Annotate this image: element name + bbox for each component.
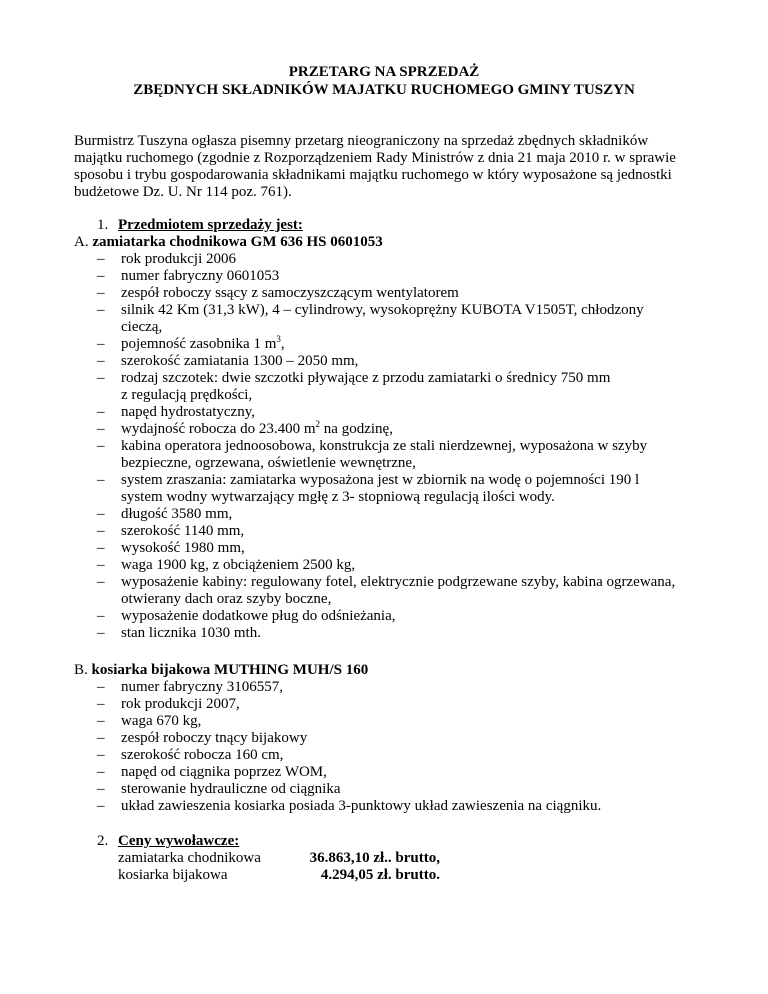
list-item: – system zraszania: zamiatarka wyposażona jest w zbiornik na wodę o pojemności 190 l system wodny wytwarzający mgłę z 3- stopniową regulacją ilości wody. — [97, 472, 640, 505]
list-item: – rok produkcji 2007, — [97, 696, 240, 712]
list-item: – wysokość 1980 mm, — [97, 540, 245, 556]
section-number: 2. — [97, 833, 109, 849]
intro-line: majątku ruchomego (zgodnie z Rozporządzeniem Rady Ministrów z dnia 21 maja 2010 r. w sprawie — [74, 150, 676, 166]
section-title: Przedmiotem sprzedaży jest: — [118, 217, 303, 233]
intro-line: Burmistrz Tuszyna ogłasza pisemny przetarg nieograniczony na sprzedaż zbędnych składników — [74, 133, 649, 149]
price-item-name: kosiarka bijakowa — [118, 867, 228, 883]
item-name: zamiatarka chodnikowa GM 636 HS 0601053 — [92, 234, 383, 250]
price-row — [118, 850, 440, 867]
list-item: – wyposażenie kabiny: regulowany fotel, elektrycznie podgrzewane szyby, kabina ogrzewana, otwierany dach oraz szyby boczne, — [97, 574, 676, 607]
item-name: kosiarka bijakowa MUTHING MUH/S 160 — [91, 662, 369, 678]
price-value: 36.863,10 zł.. brutto, — [309, 850, 440, 866]
list-item: – napęd od ciągnika poprzez WOM, — [97, 764, 327, 780]
list-item: – zespół roboczy ssący z samoczyszczącym wentylatorem — [97, 285, 459, 301]
list-item: – stan licznika 1030 mth. — [97, 625, 261, 641]
list-item: – rodzaj szczotek: dwie szczotki pływające z przodu zamiatarki o średnicy 750 mm z regulacją prędkości, — [97, 370, 611, 403]
section-1-heading — [97, 217, 303, 234]
list-item: – kabina operatora jednoosobowa, konstrukcja ze stali nierdzewnej, wyposażona w szyby bezpieczne, ogrzewana, oświetlenie wewnętrzne, — [97, 438, 648, 471]
price-row — [118, 867, 440, 884]
list-item: – napęd hydrostatyczny, — [97, 404, 255, 420]
item-letter: A. — [74, 234, 89, 250]
item-b-heading — [74, 662, 368, 679]
list-item: – układ zawieszenia kosiarka posiada 3-punktowy układ zawieszenia na ciągniku. — [97, 798, 602, 814]
list-item: – silnik 42 Km (31,3 kW), 4 – cylindrowy, wysokoprężny KUBOTA V1505T, chłodzony cieczą, — [97, 302, 644, 335]
price-value: 4.294,05 zł. brutto. — [320, 867, 440, 883]
item-letter: B. — [74, 662, 88, 678]
document-title-line1: PRZETARG NA SPRZEDAŻ — [288, 64, 480, 80]
list-item: – długość 3580 mm, — [97, 506, 233, 522]
list-item: – szerokość zamiatania 1300 – 2050 mm, — [97, 353, 359, 369]
document-title-line2: ZBĘDNYCH SKŁADNIKÓW MAJATKU RUCHOMEGO GMINY TUSZYN — [133, 82, 635, 98]
list-item: – pojemność zasobnika 1 $m^3$, — [97, 334, 285, 352]
list-item: – rok produkcji 2006 — [97, 251, 236, 267]
list-item: – szerokość robocza 160 cm, — [97, 747, 284, 763]
section-2-heading — [97, 833, 239, 850]
list-item: – waga 1900 kg, z obciążeniem 2500 kg, — [97, 557, 356, 573]
list-item: – zespół roboczy tnący bijakowy — [97, 730, 308, 746]
list-item: – waga 670 kg, — [97, 713, 202, 729]
intro-line: sposobu i trybu gospodarowania składnikami majątku ruchomego w który wyposażone są jednostki — [74, 167, 672, 183]
section-title: Ceny wywoławcze: — [118, 833, 240, 849]
section-number: 1. — [97, 217, 109, 233]
list-item: – numer fabryczny 3106557, — [97, 679, 284, 695]
intro-line: budżetowe Dz. U. Nr 114 poz. 761). — [74, 184, 292, 200]
item-a-heading — [74, 234, 383, 251]
list-item: – szerokość 1140 mm, — [97, 523, 245, 539]
item-a-feature-list — [97, 251, 717, 642]
price-item-name: zamiatarka chodnikowa — [118, 850, 261, 866]
item-b-feature-list — [97, 679, 717, 815]
list-item: – wyposażenie dodatkowe pług do odśnieżania, — [97, 608, 396, 624]
list-item: – sterowanie hydrauliczne od ciągnika — [97, 781, 341, 797]
list-item: – numer fabryczny 0601053 — [97, 268, 280, 284]
intro-paragraph — [74, 133, 714, 201]
list-item: – wydajność robocza do 23.400 $m^2$ na godzinę, — [97, 419, 393, 437]
